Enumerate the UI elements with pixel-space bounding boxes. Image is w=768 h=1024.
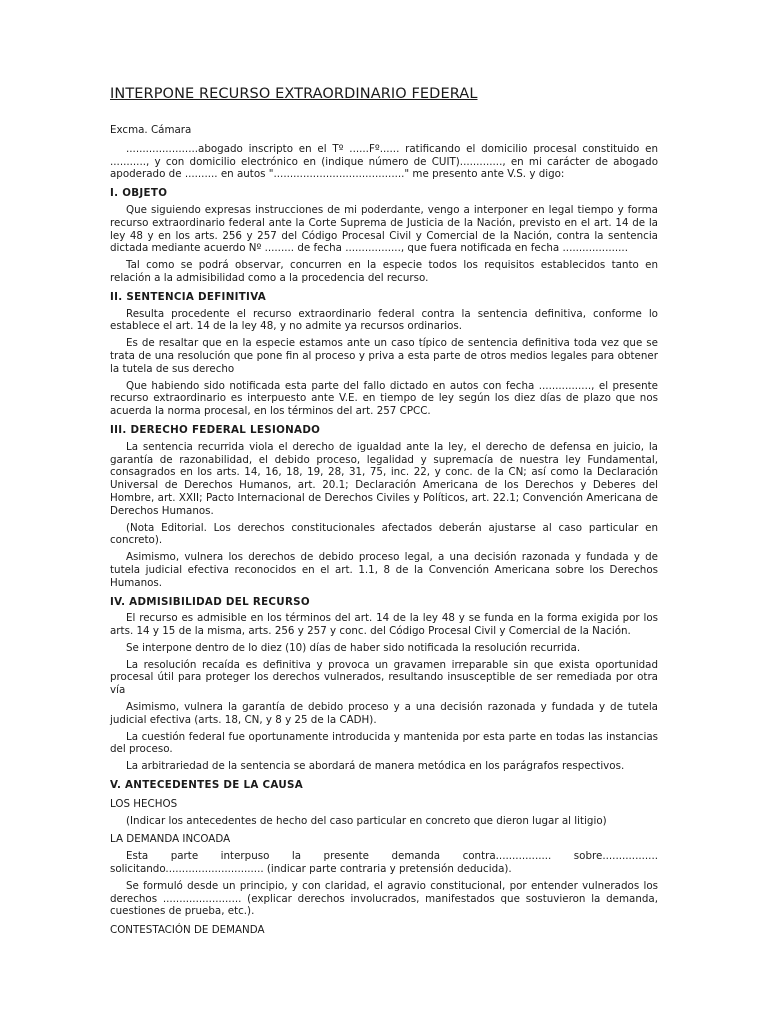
section-heading-derecho-federal: III. DERECHO FEDERAL LESIONADO xyxy=(110,423,321,436)
paragraph: La cuestión federal fue oportunamente introducida y mantenida por esta parte en todas las instancias del proceso. xyxy=(110,730,658,756)
section-heading-sentencia-definitiva: II. SENTENCIA DEFINITIVA xyxy=(110,290,267,303)
subheading-demanda: LA DEMANDA INCOADA xyxy=(110,833,231,846)
paragraph: (Indicar los antecedentes de hecho del caso particular en concreto que dieron lugar al litigio) xyxy=(126,814,607,827)
paragraph: El recurso es admisible en los términos del art. 14 de la ley 48 y se funda en la forma exigida por los arts. 14 y 15 de la misma, arts. 256 y 257 y conc. del Código Procesal Civil y Comercial de la Nación. xyxy=(110,612,658,638)
subheading-contestacion: CONTESTACIÓN DE DEMANDA xyxy=(110,924,265,937)
paragraph: Que siguiendo expresas instrucciones de mi poderdante, vengo a interponer en legal tiempo y forma recurso extraordinario federal ante la Corte Suprema de Justicia de la Nación, previsto en el art. 14 de la ley 48 y en los arts. 256 y 257 del Código Procesal Civil y Comercial de la Nación, contra la sentencia dictada mediante acuerdo Nº ......... de fecha ................., que fuera notificada en fecha .................... xyxy=(110,203,658,255)
intro-paragraph: ......................abogado inscripto en el Tº ......Fº...... ratificando el domicilio procesal constituido en ..........., y con domicilio electrónico en (indique número de CUIT)............., en mi carácter de abogado apoderado de .......... en autos "........................................" me presento ante V.S. y digo: xyxy=(110,142,658,181)
paragraph: Se interpone dentro de lo diez (10) días de haber sido notificada la resolución recurrida. xyxy=(126,641,581,654)
section-heading-antecedentes: V. ANTECEDENTES DE LA CAUSA xyxy=(110,779,303,792)
paragraph: Resulta procedente el recurso extraordinario federal contra la sentencia definitiva, conforme lo establece el art. 14 de la ley 48, y no admite ya recursos ordinarios. xyxy=(110,307,658,333)
section-heading-admisibilidad: IV. ADMISIBILIDAD DEL RECURSO xyxy=(110,595,310,608)
salutation: Excma. Cámara xyxy=(110,124,192,136)
paragraph: Asimismo, vulnera la garantía de debido proceso y a una decisión razonada y fundada y de tutela judicial efectiva (arts. 18, CN, y 8 y 25 de la CADH). xyxy=(110,701,658,726)
paragraph: Tal como se podrá observar, concurren en la especie todos los requisitos establecidos tanto en relación a la admisibilidad como a la procedencia del recurso. xyxy=(110,259,658,284)
paragraph: La resolución recaída es definitiva y provoca un gravamen irreparable sin que exista oportunidad procesal útil para proteger los derechos vulnerados, resultando insusceptible de ser remediada por otra vía xyxy=(110,658,658,697)
paragraph: Es de resaltar que en la especie estamos ante un caso típico de sentencia definitiva toda vez que se trata de una resolución que pone fin al proceso y priva a esta parte de otros medios legales para obtener la tutela de sus derecho xyxy=(110,337,658,375)
paragraph: Se formuló desde un principio, y con claridad, el agravio constitucional, por entender vulnerados los derechos ........................ (explicar derechos involucrados, manifestados que sostuvieron la demanda, cuestiones de prueba, etc.). xyxy=(110,879,658,918)
paragraph: La arbitrariedad de la sentencia se abordará de manera metódica en los parágrafos respectivos. xyxy=(126,760,625,773)
paragraph: La sentencia recurrida viola el derecho de igualdad ante la ley, el derecho de defensa en juicio, la garantía de razonabilidad, el debido proceso, legalidad y supremacía de nuestra ley Fundamental, consagrados en los arts. 14, 16, 18, 19, 28, 31, 75, inc. 22, y conc. de la CN; así como la Declaración Universal de Derechos Humanos, art. 20.1; Declaración Americana de los Derechos y Deberes del Hombre, art. XXII; Pacto Internacional de Derechos Civiles y Políticos, art. 22.1; Convención Americana de Derechos Humanos. xyxy=(110,440,658,517)
section-heading-objeto: I. OBJETO xyxy=(110,187,168,200)
paragraph: Esta parte interpuso la presente demanda contra................. sobre................. solicitando.............................. (indicar parte contraria y pretensión deducida). xyxy=(110,850,658,876)
paragraph: Que habiendo sido notificada esta parte del fallo dictado en autos con fecha ................, el presente recurso extraordinario es interpuesto ante V.E. en tiempo de ley según los diez días de plazo que nos acuerda la norma procesal, en los términos del art. 257 CPCC. xyxy=(110,379,658,418)
paragraph: (Nota Editorial. Los derechos constitucionales afectados deberán ajustarse al caso particular en concreto). xyxy=(110,521,658,547)
subheading-hechos: LOS HECHOS xyxy=(110,797,178,810)
document-title: INTERPONE RECURSO EXTRAORDINARIO FEDERAL xyxy=(110,86,478,102)
paragraph: Asimismo, vulnera los derechos de debido proceso legal, a una decisión razonada y fundada y de tutela judicial efectiva reconocidos en el art. 1.1, 8 de la Convención Americana sobre los Derechos Humanos. xyxy=(110,551,658,589)
